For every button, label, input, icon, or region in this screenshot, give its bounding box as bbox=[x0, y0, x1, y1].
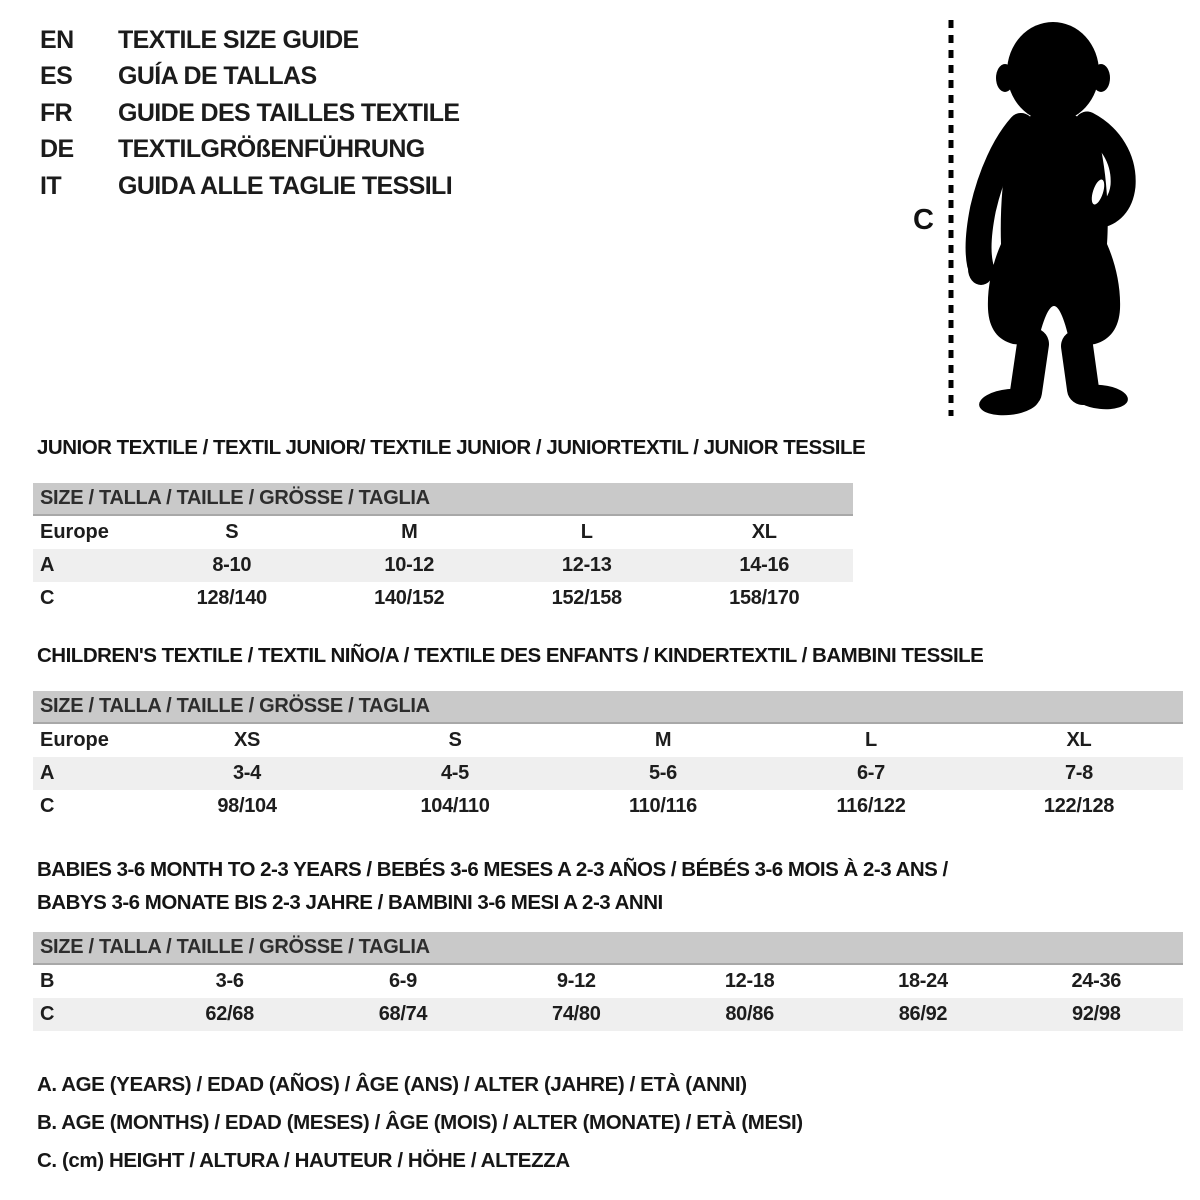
junior-age-row bbox=[33, 549, 853, 582]
size-cell: S bbox=[448, 729, 462, 751]
babies-section bbox=[33, 853, 1183, 1031]
junior-height-row bbox=[33, 582, 853, 615]
children-section bbox=[33, 644, 1183, 823]
value-cell: 98/104 bbox=[217, 795, 277, 817]
region-label: Europe bbox=[40, 729, 109, 751]
babies-months-row bbox=[33, 965, 1183, 998]
value-cell: 14-16 bbox=[739, 554, 790, 576]
row-label: A bbox=[40, 554, 55, 576]
children-size-header-bar: SIZE / TALLA / TAILLE / GRÖSSE / TAGLIA bbox=[33, 691, 1183, 724]
value-cell: 3-6 bbox=[215, 970, 244, 992]
junior-section bbox=[33, 436, 866, 615]
value-cell: 104/110 bbox=[420, 795, 490, 817]
junior-size-header-bar: SIZE / TALLA / TAILLE / GRÖSSE / TAGLIA bbox=[33, 483, 853, 516]
value-cell: 62/68 bbox=[205, 1003, 254, 1025]
height-measure-label: C bbox=[913, 204, 934, 236]
value-cell: 68/74 bbox=[378, 1003, 428, 1025]
row-label: C bbox=[40, 587, 55, 609]
babies-title-line2: BABYS 3-6 MONATE BIS 2-3 JAHRE / BAMBINI 3-6 MESI A 2-3 ANNI bbox=[37, 891, 663, 914]
children-section-title: CHILDREN'S TEXTILE / TEXTIL NIÑO/A / TEXTILE DES ENFANTS / KINDERTEXTIL / BAMBINI TESSILE bbox=[37, 644, 984, 667]
value-cell: 8-10 bbox=[212, 554, 252, 576]
value-cell: 24-36 bbox=[1071, 970, 1122, 992]
children-height-row bbox=[33, 790, 1183, 823]
value-cell: 92/98 bbox=[1072, 1003, 1121, 1025]
value-cell: 74/80 bbox=[552, 1003, 601, 1025]
footnote-a: A. AGE (YEARS) / EDAD (AÑOS) / ÂGE (ANS) / ALTER (JAHRE) / ETÀ (ANNI) bbox=[37, 1073, 747, 1096]
row-label: C bbox=[40, 1003, 55, 1025]
value-cell: 9-12 bbox=[556, 970, 596, 992]
value-cell: 80/86 bbox=[725, 1003, 774, 1025]
size-cell: XS bbox=[233, 729, 261, 751]
language-label: GUÍA DE TALLAS bbox=[118, 62, 317, 91]
value-cell: 110/116 bbox=[629, 795, 697, 817]
size-cell: M bbox=[401, 521, 418, 543]
footnotes bbox=[37, 1066, 803, 1180]
value-cell: 140/152 bbox=[374, 587, 445, 609]
value-cell: 4-5 bbox=[440, 762, 469, 784]
value-cell: 6-7 bbox=[856, 762, 885, 784]
language-list bbox=[40, 22, 460, 205]
toddler-silhouette bbox=[905, 14, 1155, 426]
value-cell: 122/128 bbox=[1043, 795, 1115, 817]
size-cell: XL bbox=[751, 521, 777, 543]
footnote-b: B. AGE (MONTHS) / EDAD (MESES) / ÂGE (MOIS) / ALTER (MONATE) / ETÀ (MESI) bbox=[37, 1111, 803, 1134]
value-cell: 128/140 bbox=[196, 587, 267, 609]
size-cell: L bbox=[580, 521, 593, 543]
toddler-silhouette-shape bbox=[968, 22, 1129, 418]
value-cell: 116/122 bbox=[836, 795, 906, 817]
value-cell: 3-4 bbox=[232, 762, 261, 784]
language-code: DE bbox=[40, 135, 74, 164]
language-label: TEXTILE SIZE GUIDE bbox=[118, 25, 359, 54]
babies-section-title bbox=[37, 853, 1183, 919]
junior-section-title: JUNIOR TEXTILE / TEXTIL JUNIOR/ TEXTILE JUNIOR / JUNIORTEXTIL / JUNIOR TESSILE bbox=[37, 436, 866, 459]
language-code: IT bbox=[40, 171, 62, 200]
region-label: Europe bbox=[40, 521, 109, 543]
row-label: C bbox=[40, 795, 55, 817]
row-label: A bbox=[40, 762, 55, 784]
value-cell: 12-18 bbox=[724, 970, 775, 992]
babies-size-header-bar: SIZE / TALLA / TAILLE / GRÖSSE / TAGLIA bbox=[33, 932, 1183, 965]
value-cell: 158/170 bbox=[729, 587, 800, 609]
babies-height-row bbox=[33, 998, 1183, 1031]
value-cell: 6-9 bbox=[388, 970, 417, 992]
language-row-en bbox=[40, 22, 460, 59]
value-cell: 10-12 bbox=[384, 554, 435, 576]
children-size-names-row bbox=[33, 724, 1183, 757]
value-cell: 152/158 bbox=[551, 587, 622, 609]
language-code: FR bbox=[40, 98, 73, 127]
footnote-c: C. (cm) HEIGHT / ALTURA / HAUTEUR / HÖHE / ALTEZZA bbox=[37, 1149, 570, 1172]
language-row-it bbox=[40, 168, 460, 205]
size-cell: L bbox=[865, 729, 877, 751]
children-age-row bbox=[33, 757, 1183, 790]
row-label: B bbox=[40, 970, 55, 992]
size-cell: XL bbox=[1066, 729, 1092, 751]
babies-title-line1: BABIES 3-6 MONTH TO 2-3 YEARS / BEBÉS 3-6 MESES A 2-3 AÑOS / BÉBÉS 3-6 MOIS À 2-3 ANS / bbox=[37, 858, 948, 881]
language-row-de bbox=[40, 132, 460, 169]
junior-size-names-row bbox=[33, 516, 853, 549]
language-label: GUIDE DES TAILLES TEXTILE bbox=[118, 98, 460, 127]
value-cell: 12-13 bbox=[561, 554, 612, 576]
language-label: TEXTILGRÖßENFÜHRUNG bbox=[118, 135, 425, 164]
value-cell: 86/92 bbox=[898, 1003, 948, 1025]
language-code: ES bbox=[40, 62, 73, 91]
size-cell: S bbox=[225, 521, 239, 543]
value-cell: 18-24 bbox=[898, 970, 948, 992]
language-code: EN bbox=[40, 25, 74, 54]
language-row-fr bbox=[40, 95, 460, 132]
language-row-es bbox=[40, 59, 460, 96]
value-cell: 5-6 bbox=[648, 762, 677, 784]
value-cell: 7-8 bbox=[1064, 762, 1093, 784]
language-label: GUIDA ALLE TAGLIE TESSILI bbox=[118, 171, 453, 200]
size-cell: M bbox=[654, 729, 672, 751]
